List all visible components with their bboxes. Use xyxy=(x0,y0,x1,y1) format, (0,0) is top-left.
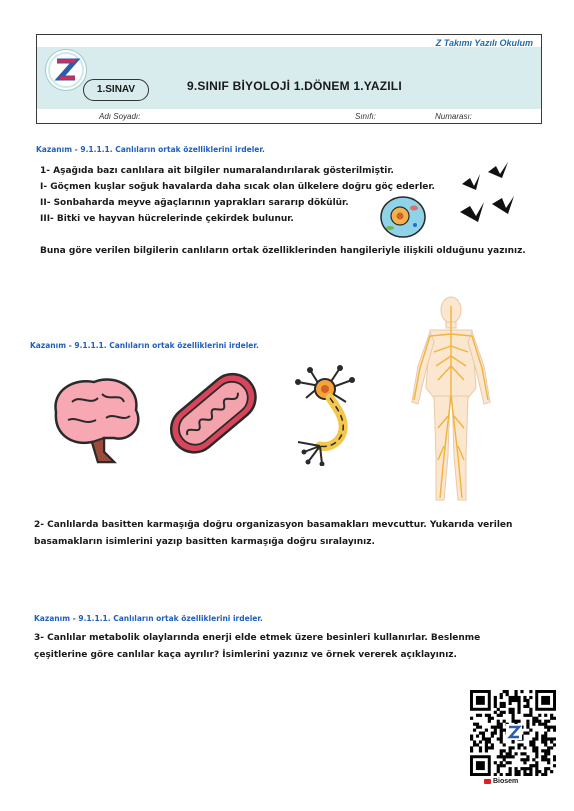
school-name: Z Takımı Yazılı Okulum xyxy=(435,38,533,48)
number-label: Numarası: xyxy=(435,112,472,121)
name-label: Adı Soyadı: xyxy=(99,112,141,121)
mitochondrion-icon xyxy=(160,362,268,466)
kazanim-2: Kazanım - 9.1.1.1. Canlıların ortak özelliklerini irdeler. xyxy=(30,341,259,350)
question-1-item-3: III- Bitki ve hayvan hücrelerinde çekirdek bulunur. xyxy=(40,214,294,224)
question-3-line-1: 3- Canlılar metabolik olaylarında enerji elde etmek üzere besinleri kullanırlar. Beslenme xyxy=(34,633,481,643)
question-1-intro: 1- Aşağıda bazı canlılara ait bilgiler numaralandırılarak gösterilmiştir. xyxy=(40,166,394,176)
exam-number-badge: 1.SINAV xyxy=(83,79,149,101)
migrating-birds-icon xyxy=(454,160,534,232)
class-label: Sınıfı: xyxy=(355,112,376,121)
question-3-line-2: çeşitlerine göre canlılar kaça ayrılır? İsimlerini yazınız ve örnek vererek açıklayınız. xyxy=(34,650,457,660)
brain-icon xyxy=(44,372,148,468)
kazanim-1: Kazanım - 9.1.1.1. Canlıların ortak özelliklerini irdeler. xyxy=(36,145,265,154)
question-1-item-2: II- Sonbaharda meyve ağaçlarının yaprakları sararıp dökülür. xyxy=(40,198,349,208)
question-1-item-1: I- Göçmen kuşlar soğuk havalarda daha sıcak olan ülkelere doğru göç ederler. xyxy=(40,182,435,192)
kazanim-3: Kazanım - 9.1.1.1. Canlıların ortak özelliklerini irdeler. xyxy=(34,614,263,623)
human-nervous-system-icon xyxy=(404,296,498,508)
question-1-prompt: Buna göre verilen bilgilerin canlıların ortak özelliklerinden hangileriyle ilişkili olduğunu yazınız. xyxy=(40,246,526,256)
qr-code-icon xyxy=(470,690,556,776)
cell-icon xyxy=(378,194,428,240)
youtube-icon xyxy=(484,779,491,784)
z-logo-icon xyxy=(45,49,87,91)
exam-title: 9.SINIF BİYOLOJİ 1.DÖNEM 1.YAZILI xyxy=(187,79,402,93)
exam-header xyxy=(36,34,542,124)
qr-caption: Biosem xyxy=(484,778,518,785)
question-2-line-2: basamakların isimlerini yazıp basitten karmaşığa doğru sıralayınız. xyxy=(34,537,375,547)
question-2-line-1: 2- Canlılarda basitten karmaşığa doğru organizasyon basamakları mevcuttur. Yukarıda verilen xyxy=(34,520,513,530)
neuron-icon xyxy=(290,362,368,466)
